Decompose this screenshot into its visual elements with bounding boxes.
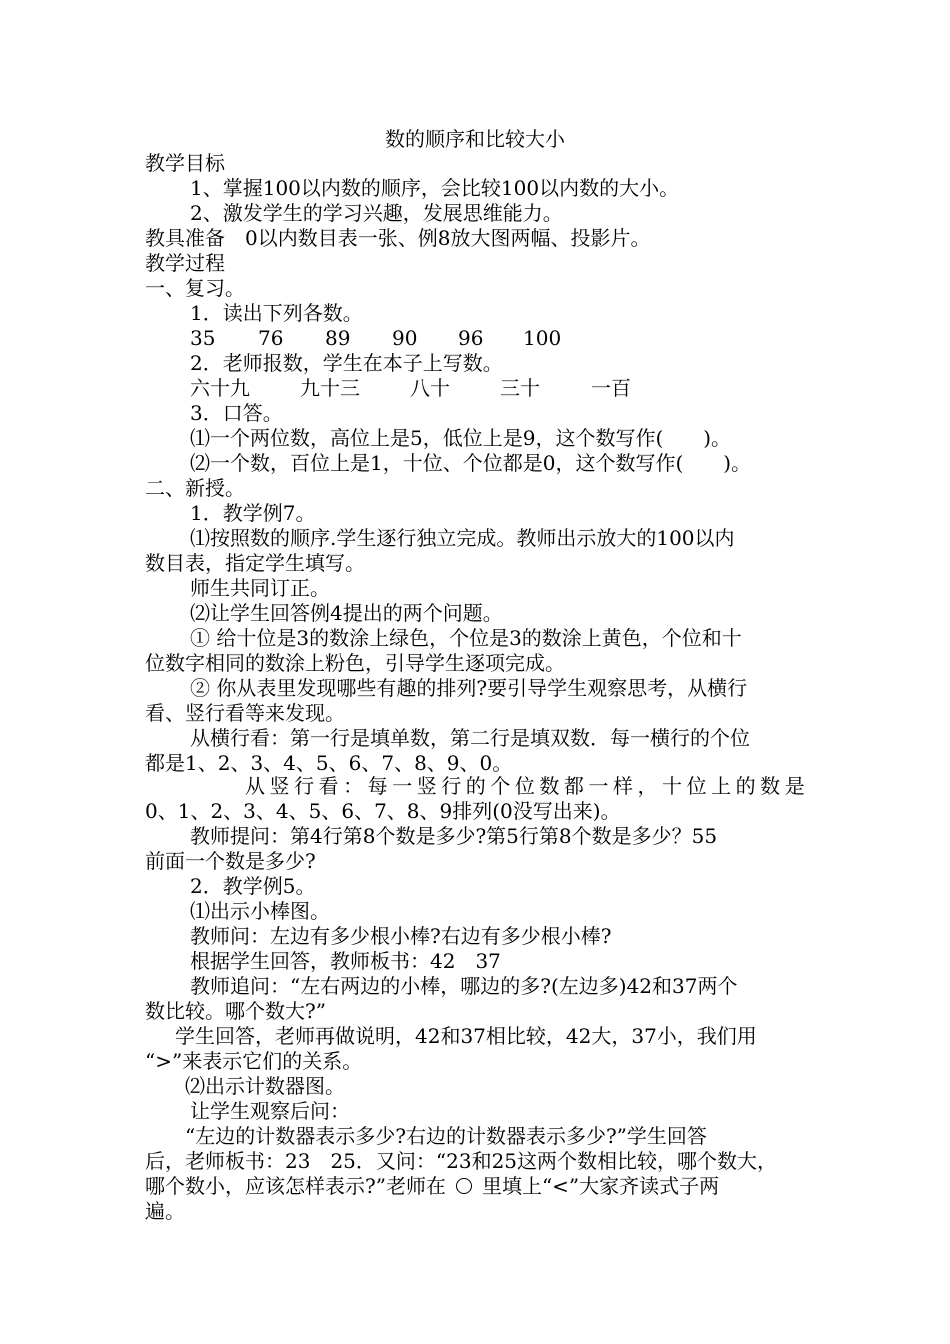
example-5-heading: 2．教学例5。	[190, 874, 316, 898]
goal-2: 2、激发学生的学习兴趣，发展思维能力。	[190, 201, 563, 225]
example-5-para: 数比较。哪个数大?”	[145, 999, 326, 1023]
number-item: 76	[258, 326, 284, 350]
review-3: 3．口答。	[190, 401, 283, 425]
example-7-para-justified: 从 竖 行 看 ： 每 一 竖 行 的 个 位 数 都 一 样 ， 十 位 上 的 数 是	[245, 774, 805, 798]
review-heading: 一、复习。	[145, 276, 245, 300]
circle-icon	[456, 1178, 472, 1194]
example-5-para: 根据学生回答，教师板书：42 37	[190, 949, 501, 973]
goals-heading: 教学目标	[145, 151, 225, 175]
example-7-para: 师生共同订正。	[190, 576, 330, 600]
example-7-para: ⑴按照数的顺序.学生逐行独立完成。教师出示放大的100以内	[190, 526, 735, 550]
example-7-para: 0、1、2、3、4、5、6、7、8、9排列(0没写出来)。	[145, 799, 621, 823]
number-item: 35	[190, 326, 216, 350]
example-5-para: ⑴出示小棒图。	[190, 899, 330, 923]
word-item: 八十	[410, 376, 450, 400]
new-heading: 二、新授。	[145, 476, 245, 500]
word-item: 六十九	[190, 376, 250, 400]
example-7-para: 教师提问：第4行第8个数是多少?第5行第8个数是多少？55	[190, 824, 718, 848]
word-item: 九十三	[300, 376, 360, 400]
example-7-para: 位数字相同的数涂上粉色，引导学生逐项完成。	[145, 651, 565, 675]
page-title: 数的顺序和比较大小	[385, 127, 565, 151]
question-1: ⑴一个两位数，高位上是5，低位上是9，这个数写作( )。	[190, 426, 732, 450]
example-7-heading: 1．教学例7。	[190, 501, 316, 525]
example-5-para: 后，老师板书：23 25．又问：“23和25这两个数相比较，哪个数大，	[145, 1149, 778, 1173]
example-5-para: 哪个数小，应该怎样表示?”老师在 里填上“<”大家齐读式子两	[145, 1174, 720, 1198]
example-5-para: ⑵出示计数器图。	[185, 1074, 345, 1098]
review-2: 2．老师报数，学生在本子上写数。	[190, 351, 503, 375]
word-item: 三十	[500, 376, 540, 400]
example-5-para: 学生回答，老师再做说明，42和37相比较，42大，37小，我们用	[175, 1024, 757, 1048]
example-7-para: ② 你从表里发现哪些有趣的排列?要引导学生观察思考，从横行	[190, 676, 748, 700]
example-5-para: 教师追问：“左右两边的小棒，哪边的多?(左边多)42和37两个	[190, 974, 738, 998]
process-heading: 教学过程	[145, 251, 225, 275]
tools-line: 教具准备 0以内数目表一张、例8放大图两幅、投影片。	[145, 226, 651, 250]
example-5-para: 教师问：左边有多少根小棒?右边有多少根小棒?	[190, 924, 612, 948]
number-item: 89	[325, 326, 351, 350]
example-7-para: ⑵让学生回答例4提出的两个问题。	[190, 601, 503, 625]
example-5-para: “左边的计数器表示多少?右边的计数器表示多少?”学生回答	[185, 1124, 707, 1148]
goal-1: 1、掌握100以内数的顺序，会比较100以内数的大小。	[190, 176, 680, 200]
example-7-para: 数目表，指定学生填写。	[145, 551, 365, 575]
example-5-para: 让学生观察后问：	[190, 1099, 350, 1123]
question-2: ⑵一个数，百位上是1，十位、个位都是0，这个数写作( )。	[190, 451, 752, 475]
example-7-para: 都是1、2、3、4、5、6、7、8、9、0。	[145, 751, 513, 775]
review-1: 1．读出下列各数。	[190, 301, 363, 325]
number-item: 96	[458, 326, 484, 350]
example-5-para: 遍。	[145, 1199, 185, 1223]
word-item: 一百	[591, 376, 631, 400]
number-item: 90	[392, 326, 418, 350]
example-7-para: 看、竖行看等来发现。	[145, 701, 345, 725]
example-5-para: “>”来表示它们的关系。	[145, 1049, 363, 1073]
example-7-para: 从横行看：第一行是填单数，第二行是填双数．每一横行的个位	[190, 726, 750, 750]
example-7-para: ① 给十位是3的数涂上绿色，个位是3的数涂上黄色，个位和十	[190, 626, 742, 650]
number-item: 100	[523, 326, 562, 350]
example-7-para: 前面一个数是多少?	[145, 849, 316, 873]
